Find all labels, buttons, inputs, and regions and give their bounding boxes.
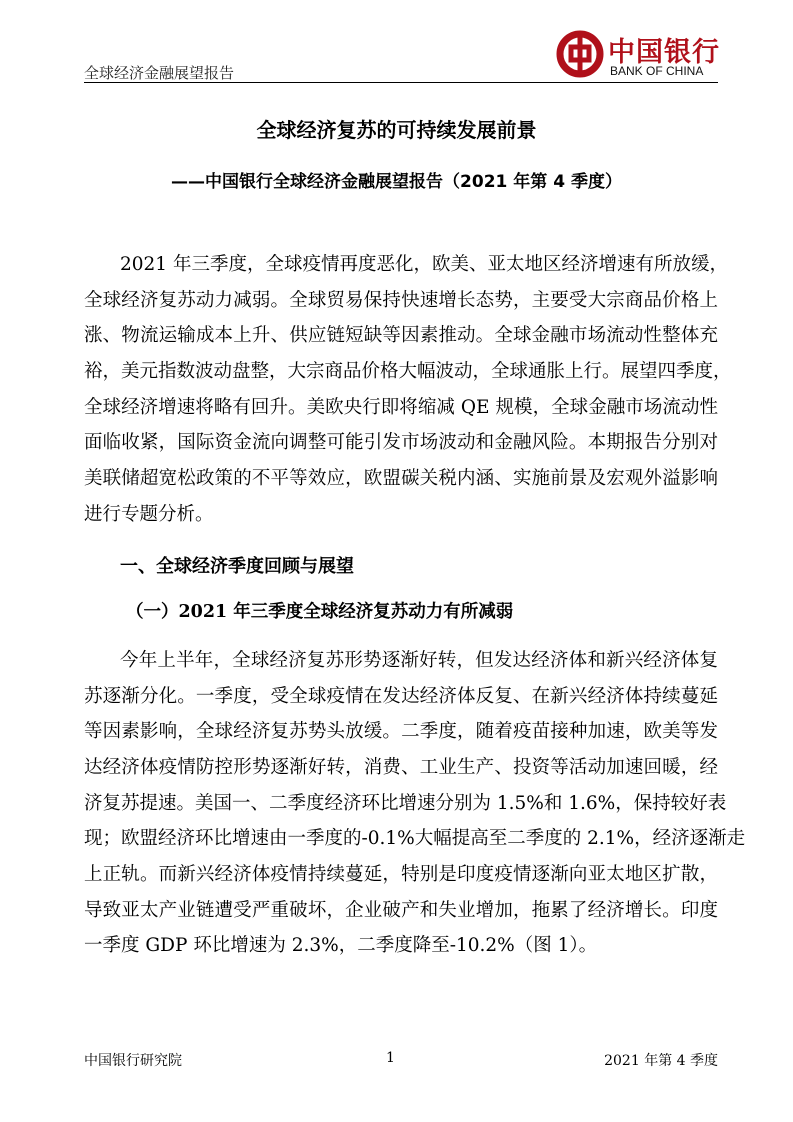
paragraph-line: 等因素影响，全球经济复苏势头放缓。二季度，随着疫苗接种加速，欧美等发 xyxy=(84,721,718,742)
paragraph-line: 达经济体疫情防控形势逐渐好转，消费、工业生产、投资等活动加速回暖，经 xyxy=(84,757,718,778)
paragraph-line: 全球经济复苏动力减弱。全球贸易保持快速增长态势，主要受大宗商品价格上 xyxy=(84,290,718,311)
page-subtitle: ——中国银行全球经济金融展望报告（2021 年第 4 季度） xyxy=(171,172,622,192)
paragraph-line: 美联储超宽松政策的不平等效应，欧盟碳关税内涵、实施前景及宏观外溢影响 xyxy=(84,468,718,489)
paragraph-line: 2021 年三季度，全球疫情再度恶化，欧美、亚太地区经济增速有所放缓， xyxy=(120,254,728,275)
footer-organization: 中国银行研究院 xyxy=(84,1053,182,1069)
paragraph-line: 上正轨。而新兴经济体疫情持续蔓延，特别是印度疫情逐渐向亚太地区扩散， xyxy=(84,864,718,885)
logo-english-name: BANK OF CHINA xyxy=(610,64,704,78)
footer-issue: 2021 年第 4 季度 xyxy=(604,1053,718,1069)
paragraph-line: 面临收紧，国际资金流向调整可能引发市场波动和金融风险。本期报告分别对 xyxy=(84,432,718,453)
paragraph-line: 涨、物流运输成本上升、供应链短缺等因素推动。全球金融市场流动性整体充 xyxy=(84,325,718,346)
section-heading: 一、全球经济季度回顾与展望 xyxy=(120,556,354,577)
page-number: 1 xyxy=(386,1050,395,1066)
paragraph-line: 一季度 GDP 环比增速为 2.3%，二季度降至-10.2%（图 1）。 xyxy=(84,935,598,956)
paragraph-line: 导致亚太产业链遭受严重破坏，企业破产和失业增加，拖累了经济增长。印度 xyxy=(84,900,718,921)
boc-emblem-icon xyxy=(556,30,604,78)
paragraph-line: 济复苏提速。美国一、二季度经济环比增速分别为 1.5%和 1.6%，保持较好表 xyxy=(84,793,727,814)
subsection-heading: （一）2021 年三季度全球经济复苏动力有所减弱 xyxy=(126,602,514,622)
paragraph-line: 现；欧盟经济环比增速由一季度的-0.1%大幅提高至二季度的 2.1%，经济逐渐走 xyxy=(84,828,746,849)
header-divider xyxy=(84,82,718,83)
paragraph-line: 今年上半年，全球经济复苏形势逐渐好转，但发达经济体和新兴经济体复 xyxy=(120,650,718,671)
paragraph-line: 全球经济增速将略有回升。美欧央行即将缩减 QE 规模，全球金融市场流动性 xyxy=(84,397,718,418)
paragraph-line: 苏逐渐分化。一季度，受全球疫情在发达经济体反复、在新兴经济体持续蔓延 xyxy=(84,686,718,707)
paragraph-line: 进行专题分析。 xyxy=(84,504,214,525)
running-header-title: 全球经济金融展望报告 xyxy=(84,64,235,82)
page-title: 全球经济复苏的可持续发展前景 xyxy=(256,118,537,142)
logo-chinese-name: 中国银行 xyxy=(608,37,720,68)
bank-of-china-logo xyxy=(556,28,720,80)
paragraph-line: 裕，美元指数波动盘整，大宗商品价格大幅波动，全球通胀上行。展望四季度， xyxy=(84,361,732,382)
